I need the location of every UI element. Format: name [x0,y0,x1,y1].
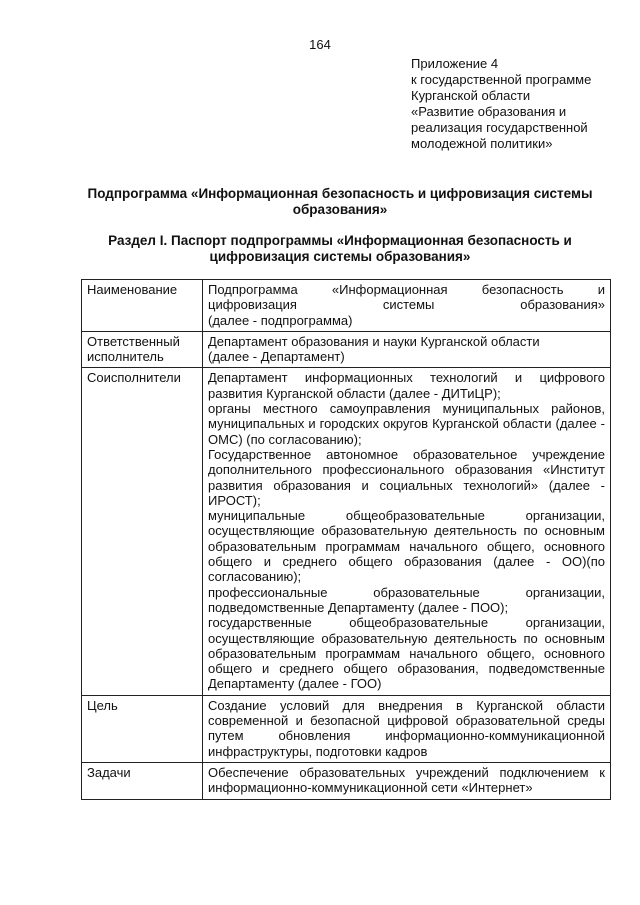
row-label: Ответственный исполнитель [82,331,203,368]
page-number: 164 [309,37,331,52]
section-title: Раздел I. Паспорт подпрограммы «Информационная безопасность и цифровизация системы образования» [108,233,572,264]
row-label: Цель [82,695,203,762]
table-row [82,331,611,368]
row-value [203,331,611,368]
subprogram-title: Подпрограмма «Информационная безопасность и цифровизация системы образования» [87,186,593,217]
table-row [82,280,611,332]
row-value [203,280,611,332]
row-paragraph: Подпрограмма «Информационная безопасность и цифровизация системы образования» [208,282,605,313]
table-row [82,368,611,695]
row-paragraph: государственные общеобразовательные организации, осуществляющие образовательную деятельность по основным образовательным программам начального общего, основного общего и среднего общего образования, подведомственные Департаменту (далее - ГОО) [208,615,605,692]
row-paragraph: Государственное автономное образовательное учреждение дополнительного профессионального образования «Институт развития образования и социальных технологий» (далее - ИРОСТ); [208,446,605,508]
appendix-line: Приложение 4 [411,56,499,71]
appendix-line: молодежной политики» [411,136,553,151]
table-row [82,695,611,762]
row-paragraph: Обеспечение образовательных учреждений подключением к информационно-коммуникационной сети «Интернет» [208,764,605,796]
row-label: Задачи [82,762,203,799]
row-paragraph: (далее - подпрограмма) [208,312,353,328]
appendix-line: реализация государственной [411,120,588,135]
appendix-line: «Развитие образования и [411,104,567,119]
row-label: Наименование [82,280,203,332]
appendix-line: к государственной программе [411,72,592,87]
row-paragraph: (далее - Департамент) [208,349,345,365]
row-paragraph: Создание условий для внедрения в Курганской области современной и безопасной цифровой образовательной среды путем обновления информационно-коммуникационной инфраструктуры, подготовки кадров [208,697,605,759]
row-value [203,762,611,799]
row-value [203,368,611,695]
row-paragraph: муниципальные общеобразовательные организации, осуществляющие образовательную деятельность по основным образовательным программам начального общего, основного общего и среднего общего образования (далее - ОО)(по согласованию); [208,508,605,585]
appendix-note [411,56,611,152]
row-paragraph: Департамент образования и науки Курганской области [208,333,540,349]
row-paragraph: профессиональные образовательные организации, подведомственные Департаменту (далее - ПОО); [208,584,605,615]
appendix-line: Курганской области [411,88,531,103]
row-paragraph: органы местного самоуправления муниципальных районов, муниципальных и городских округов Курганской области (далее - ОМС) (по согласованию); [208,401,605,447]
table-row [82,762,611,799]
row-label: Соисполнители [82,368,203,695]
row-value [203,695,611,762]
row-paragraph: Департамент информационных технологий и цифрового развития Курганской области (далее - ДИТиЦР); [208,370,605,401]
passport-table [81,279,611,800]
